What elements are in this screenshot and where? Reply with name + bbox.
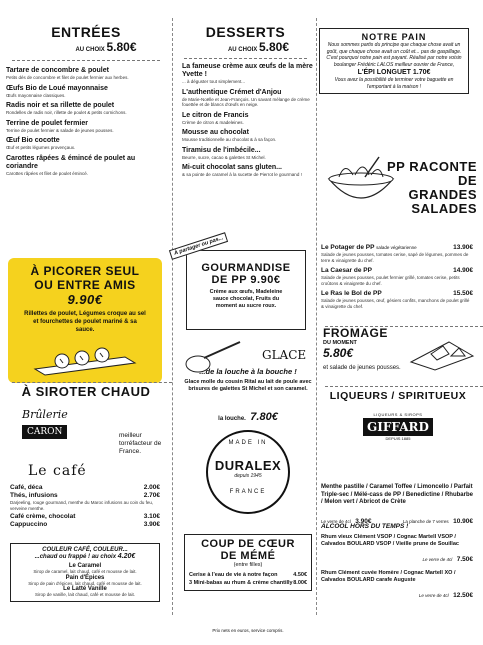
item-name: 3 Mini-babas au rhum & crème chantilly (189, 580, 293, 586)
picorer-box (8, 258, 162, 383)
giffard-since: DEPUIS 1885 (385, 436, 411, 441)
item-desc: Salade de jeunes pousses, poulet fermier grillé, tomates cerise, petits croûtons & vinaigrette du chef. (321, 275, 460, 286)
gourmandise-box (173, 235, 306, 330)
desserts-price: 5.80€ (258, 40, 290, 54)
pain-highlight: L'ÉPI LONGUET 1.70€ (357, 69, 431, 76)
pp-title-2: DE (457, 173, 477, 188)
item-price: 7.50€ (456, 556, 473, 563)
item-desc: ... à déguster tout simplement... (182, 79, 246, 84)
fromage-desc: et salade de jeunes pousses. (323, 365, 401, 371)
salades-list (321, 244, 473, 309)
item-desc: Rondelles de radis noir, rillette de poulet & petits cornichons. (6, 110, 127, 115)
item-name: Le Caramel (68, 563, 102, 569)
caron-brand-name: CARON (22, 425, 67, 439)
pain-foot: Vous avez la possibilité de terminer votre baguette en l'emportant à la maison ! (334, 77, 454, 90)
fromage-title: FROMAGE (323, 326, 388, 340)
item-name: Rhum vieux Clément VSOP / Cognac Martell VSOP / Calvados BOULARD VSOP / Vieille prune de Souillac (321, 534, 459, 547)
divider (12, 382, 172, 383)
item-desc: Œufs mayonnaise classiques. (6, 92, 66, 98)
list-item (321, 244, 473, 263)
item-price: 4.50€ (293, 572, 307, 578)
item-desc: & sa pointe de caramel à la sucette de Pierrot le gourmand ! (182, 172, 302, 177)
picorer-title-2: OU ENTRE AMIS (34, 278, 136, 292)
item-name: La Caesar de PP (321, 267, 372, 274)
item-price: 13.90€ (453, 244, 473, 251)
item-label: Le verre de 4cl (418, 593, 449, 598)
giffard-top: LIQUEURS & SIROPS (373, 412, 423, 417)
list-item (6, 155, 166, 177)
item-name: Thés, infusions (10, 492, 58, 499)
alcool-item-1 (321, 534, 473, 566)
glace-subtitle: ...de la louche à la bouche ! (199, 367, 297, 376)
coup-title-1: COUP DE CŒUR (201, 538, 295, 550)
entrees-prefix: AU CHOIX (75, 47, 105, 53)
coup-title-2: DE MÉMÉ (220, 550, 276, 562)
picorer-desc: Rillettes de poulet, Légumes croque au sel et fourchettes de poulet mariné & sa sauce. (24, 311, 146, 333)
item-name: Cerise à l'eau de vie à notre façon (189, 572, 278, 578)
item-desc: de Marie-Noëlle et Jean-François. Un savant mélange de crème fouettée et de blancs d'œufs en neige. (182, 96, 310, 107)
giffard-logo (363, 412, 433, 441)
liqueurs-list: Menthe pastille / Caramel Toffee / Limoncello / Parfait Triple-sec / Mélé-cass de PP / Benedictine / Rhubarbe / Melon vert / Abricot de Crète (321, 484, 473, 505)
divider (325, 386, 483, 387)
fromage-price: 5.80€ (323, 346, 354, 360)
list-item (15, 575, 155, 587)
pp-title-3: GRANDES (408, 187, 477, 202)
item-desc: Darjeeling, rouge gourmand, menthe du Maroc infusions au coin du feu, verveine menthe. (10, 500, 154, 511)
list-item (182, 129, 313, 143)
entrees-price-line (46, 40, 166, 54)
entrees-list (6, 67, 166, 176)
fromage-sub: DU MOMENT (323, 340, 357, 346)
giffard-brand: GIFFARD (363, 418, 433, 436)
alcool-item-2 (321, 570, 473, 602)
list-item (6, 102, 166, 116)
divider (184, 58, 307, 59)
pain-text: Nous sommes partis du principe que chaque chose avait un goût, que chaque chose avait un coût et... pas de gaspillage. C'est pourquoi notre pain est payant. Réalisé par notre voisin boulanger Frédéric LALOS meilleur ouvrier de France, (326, 42, 462, 68)
item-price: 8.00€ (293, 580, 307, 586)
item-name: Café crème, chocolat (10, 513, 76, 520)
pp-title-1: PP RACONTE (387, 159, 477, 174)
pain-title: NOTRE PAIN (361, 32, 427, 42)
glace-price: 7.80€ (250, 411, 278, 423)
liqueurs-title: LIQUEURS / SPIRITUEUX (329, 390, 467, 402)
cheese-board-illustration (409, 328, 475, 372)
desserts-price-line (204, 40, 313, 54)
entrees-title: ENTRÉES (51, 24, 121, 40)
notre-pain-box (319, 28, 469, 94)
list-item (6, 137, 166, 151)
entrees-price: 5.80€ (106, 40, 137, 54)
item-price: 2.00€ (143, 484, 160, 491)
item-name: Rhum Clément cuvée Homère / Cognac Martell XO / Calvados BOULARD carafe Auguste (321, 570, 456, 583)
item-desc: Terrine de poulet fermier & salade de jeunes pousses. (6, 127, 114, 133)
gourmandise-ribbon: À partager ou pas... (169, 232, 229, 260)
item-desc: Sirop de caramel, lait chaud, café et mousse de lait. (33, 569, 137, 574)
list-item (10, 513, 160, 521)
item-name: Œuf Bio cocotte (6, 137, 60, 144)
column-left (6, 0, 166, 597)
item-name: La fameuse crème aux œufs de la mère Yvette ! (182, 63, 313, 78)
item-name: Le Ras le Bol de PP (321, 290, 382, 297)
item-desc: Sirop de pain d'épices, lait chaud, café et mousse de lait. (28, 580, 142, 586)
caron-brand-top: Brûlerie (22, 408, 68, 421)
item-price: 3.90€ (143, 521, 160, 528)
column-middle (173, 0, 313, 633)
list-item (15, 586, 155, 598)
item-price: 14.90€ (453, 267, 473, 274)
list-item (321, 267, 473, 286)
list-item (182, 147, 313, 161)
box-title-1: COULEUR CAFÉ, COULEUR... (42, 547, 128, 553)
footer-note: Prix nets en euros, service compris. (212, 628, 284, 633)
box-price: 4.20€ (117, 553, 136, 560)
duralex-since: depuis 1945 (234, 473, 262, 479)
glace-title: GLACE (262, 348, 307, 362)
gourmandise-desc: Crème aux œufs, Madeleine sauce chocolat, Fruits du moment au sucre roux. (209, 289, 283, 309)
coup-de-coeur-box (184, 534, 312, 591)
item-price: 2.70€ (143, 492, 160, 499)
desserts-title: DESSERTS (205, 24, 286, 40)
pp-title-4: SALADES (411, 201, 477, 216)
column-divider-1 (172, 18, 173, 615)
column-right (319, 0, 477, 599)
duralex-logo (206, 430, 290, 514)
glace-price-label: la louche. (218, 416, 246, 422)
caron-logo (22, 408, 92, 439)
alcool-title: ALCOOL HORS DU TEMPS ! (321, 523, 409, 530)
pp-title (387, 160, 477, 216)
item-name: Œufs Bio de Loué mayonnaise (6, 84, 108, 92)
glace-desc: Glace molle du cousin Rital au lait de poule avec brisures de galettes St Michel et son caramel. (184, 379, 312, 392)
glass-price: 3.90€ (355, 518, 372, 525)
item-name: Le Latté Vanille (63, 586, 107, 592)
item-name: Le citron de Francis (182, 111, 249, 119)
list-item (182, 164, 313, 178)
cafe-title: Le café (28, 463, 87, 479)
item-desc: Petits dés de concombre et filet de poulet fermier aux herbes. (6, 75, 129, 80)
cafe-list (10, 484, 160, 529)
item-name: Mousse au chocolat (182, 129, 249, 136)
item-price: 12.50€ (453, 592, 473, 599)
duralex-name: DURALEX (214, 458, 282, 473)
couleur-cafe-box (10, 543, 160, 602)
list-item (189, 571, 307, 579)
item-desc: Salade de jeunes pousses, tomates cerise, sapé de légumes, pommes de terre & vinaigrette du chef. (321, 252, 469, 263)
item-price: 3.10€ (143, 513, 160, 520)
item-price: 15.50€ (453, 290, 473, 297)
glace-price-line (184, 407, 312, 425)
list-item (182, 112, 313, 126)
list-item (6, 85, 166, 99)
gourmandise-title: GOURMANDISE (201, 262, 291, 274)
item-name: Radis noir et sa rillette de poulet (6, 102, 115, 109)
duralex-bottom: FRANCE (229, 489, 267, 495)
list-item (10, 492, 160, 511)
picorer-title-1: À PICORER SEUL (30, 264, 140, 278)
list-item (6, 120, 166, 134)
item-desc: Beurre, sucre, cacao & galettes St Michel. (182, 154, 266, 160)
item-name: Carottes râpées & émincé de poulet au coriandre (6, 154, 136, 170)
item-desc: Mousse traditionnelle au chocolat & à sa façon. (182, 137, 277, 142)
glass-label: Le verre de 4cl (321, 519, 351, 524)
list-item (15, 563, 155, 575)
item-desc: Œuf et petits légumes provençaux. (6, 145, 76, 150)
skewer-plate-illustration (30, 339, 140, 377)
item-desc: Salade de jeunes pousses, œuf, gésiers confits, manchons de poulet grillé & vinaigrette du chef. (321, 298, 470, 309)
box-title-2: ...chaud ou frappé ! au choix (34, 554, 117, 560)
picorer-price: 9.90€ (67, 292, 103, 307)
desserts-list (178, 63, 313, 178)
item-name: Cappuccino (10, 521, 48, 528)
list-item (10, 484, 160, 492)
item-label: Le verre de 4cl (422, 557, 453, 562)
divider (12, 60, 160, 61)
gourmandise-price: DE PP 9.90€ (211, 274, 281, 286)
list-item (182, 63, 313, 85)
list-item (10, 521, 160, 529)
item-tag: salade végétarienne (376, 245, 417, 250)
item-desc: Crème de citron & madeleines. (182, 119, 244, 125)
item-desc: Carottes râpées et filet de poulet émincé. (6, 170, 89, 176)
list-item (6, 67, 166, 81)
item-name: Pain d'Épices (65, 574, 105, 581)
caron-caption: meilleur torréfacteur de France. (119, 432, 162, 455)
siroter-title: À SIROTER CHAUD (21, 384, 151, 399)
item-name: Terrine de poulet fermier (6, 119, 88, 127)
item-name: Café, déca (10, 484, 43, 491)
item-name: Tartare de concombre & poulet (6, 67, 109, 74)
column-divider-2 (316, 18, 317, 615)
item-name: Mi-cuit chocolat sans gluten... (182, 164, 282, 171)
item-name: Le Potager de PP (321, 244, 375, 251)
item-desc: Sirop de vanille, lait chaud, café et mousse de lait. (34, 592, 136, 597)
bottle-label: La planche de 7 verres (402, 519, 449, 524)
list-item (182, 89, 313, 108)
coup-note: (entre filles) (233, 562, 263, 568)
fromage-block (323, 326, 388, 360)
desserts-prefix: AU CHOIX (227, 47, 258, 53)
list-item (321, 290, 473, 309)
duralex-top: MADE IN (228, 440, 268, 446)
item-name: Tiramisu de l'imbécile... (182, 146, 261, 154)
bottle-price: 10.90€ (453, 518, 473, 525)
list-item (189, 579, 307, 587)
item-name: L'authentique Crémet d'Anjou (182, 88, 282, 96)
